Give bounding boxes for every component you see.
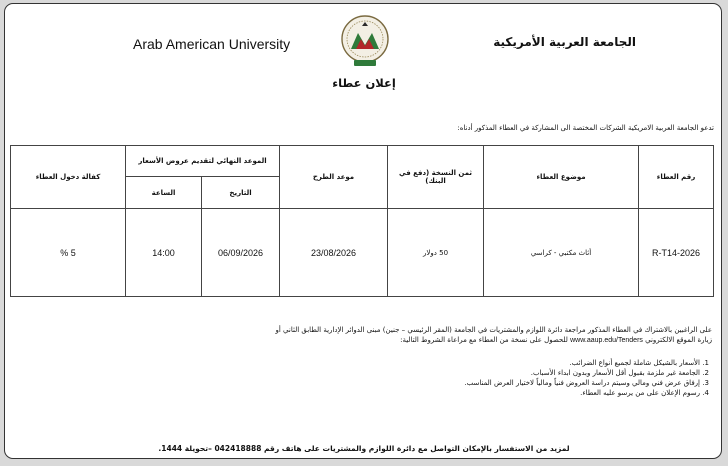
header-issue-date: موعد الطرح	[280, 146, 388, 209]
header-bid-guarantee: كفالة دخول العطاء	[11, 146, 126, 209]
university-name-arabic: الجامعة العربية الأمريكية	[493, 35, 636, 49]
tenders-link[interactable]: www.aaup.edu/Tenders	[570, 337, 643, 344]
cell-tender-number: R-T14-2026	[639, 209, 714, 297]
cell-copy-price: 50 دولار	[388, 209, 484, 297]
conditions-list	[32, 358, 712, 398]
list-item: 2. الجامعة غير ملزمة بقبول أقل الأسعار وبدون ابداء الأسباب.	[32, 368, 700, 378]
cell-deadline-time: 14:00	[126, 209, 202, 297]
header-deadline: الموعد النهائي لتقديم عروض الأسعار	[126, 146, 280, 177]
cell-subject: أثاث مكتبي - كراسي	[484, 209, 639, 297]
list-item: 4. رسوم الإعلان على من يرسو عليه العطاء.	[32, 388, 700, 398]
header-copy-price: ثمن النسخة (دفع في البنك)	[388, 146, 484, 209]
list-item: 1. الأسعار بالشيكل شاملة لجميع أنواع الضرائب.	[32, 358, 700, 368]
cell-deadline-date: 06/09/2026	[202, 209, 280, 297]
header-subject: موضوع العطاء	[484, 146, 639, 209]
cell-issue-date: 23/08/2026	[280, 209, 388, 297]
table-row	[11, 209, 714, 297]
notes-line-2-start: زيارة الموقع الالكتروني	[645, 336, 712, 344]
header-deadline-date: التاريخ	[202, 177, 280, 209]
contact-footer: لمزيد من الاستفسار بالإمكان التواصل مع دائرة اللوازم والمشتريات على هاتف رقم 042418888 –تحويلة 1444.	[158, 444, 570, 453]
notes-line-1: على الراغبين بالاشتراك في العطاء المذكور مراجعة دائرة اللوازم والمشتريات في الجامعة (المقر الرئيسي – جنين) مبنى الدوائر الإدارية الطابق الثاني أو	[275, 326, 712, 334]
header-deadline-time: الساعة	[126, 177, 202, 209]
announcement-title: إعلان عطاء	[332, 76, 396, 90]
notes-line-2	[32, 335, 712, 346]
intro-text: تدعو الجامعة العربية الامريكية الشركات المختصة الى المشاركة في العطاء المذكور أدناه:	[457, 124, 714, 132]
header-tender-number: رقم العطاء	[639, 146, 714, 209]
tender-table	[10, 145, 714, 297]
university-name-english: Arab American University	[133, 36, 291, 52]
tender-notes	[32, 325, 712, 398]
cell-bid-guarantee: 5 %	[11, 209, 126, 297]
aau-emblem-icon	[340, 14, 390, 70]
notes-line-2-end: للحصول على نسخة من العطاء مع مراعاة الشروط التالية:	[400, 336, 568, 344]
list-item: 3. إرفاق عرض فني ومالي وسيتم دراسة العروض فنياً ومالياً لاختيار العرض المناسب.	[32, 378, 700, 388]
